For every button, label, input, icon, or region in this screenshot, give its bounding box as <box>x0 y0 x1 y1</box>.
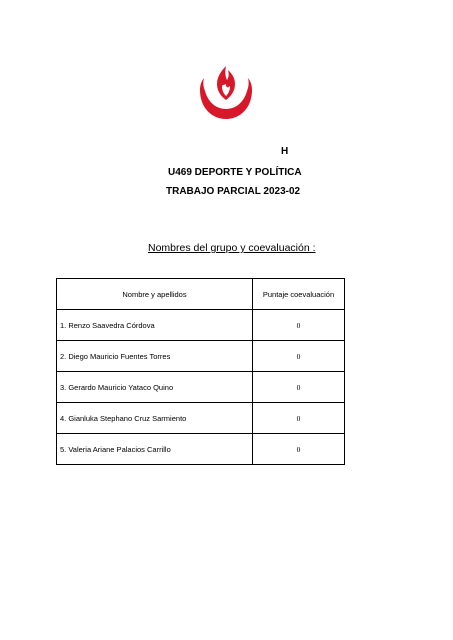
member-name: 3. Gerardo Mauricio Yataco Quino <box>57 372 253 403</box>
member-score: 0 <box>253 403 345 434</box>
header-letter: H <box>281 146 289 157</box>
column-header-score: Puntaje coevaluación <box>253 279 345 310</box>
assignment-title: TRABAJO PARCIAL 2023-02 <box>166 186 301 197</box>
table-header-row <box>57 279 345 310</box>
member-name: 1. Renzo Saavedra Córdova <box>57 310 253 341</box>
member-name: 2. Diego Mauricio Fuentes Torres <box>57 341 253 372</box>
member-name: 4. Gianluka Stephano Cruz Sarmiento <box>57 403 253 434</box>
course-title: U469 DEPORTE Y POLÍTICA <box>168 167 302 178</box>
group-section-title: Nombres del grupo y coevaluación : <box>148 242 316 254</box>
table-row <box>57 403 345 434</box>
table-row <box>57 434 345 465</box>
member-score: 0 <box>253 341 345 372</box>
member-score: 0 <box>253 310 345 341</box>
member-score: 0 <box>253 434 345 465</box>
member-name: 5. Valeria Ariane Palacios Carrillo <box>57 434 253 465</box>
university-logo-icon <box>196 64 256 120</box>
member-score: 0 <box>253 372 345 403</box>
column-header-name: Nombre y apellidos <box>57 279 253 310</box>
table-row <box>57 341 345 372</box>
table-row <box>57 310 345 341</box>
table-row <box>57 372 345 403</box>
coevaluation-table <box>56 278 345 465</box>
